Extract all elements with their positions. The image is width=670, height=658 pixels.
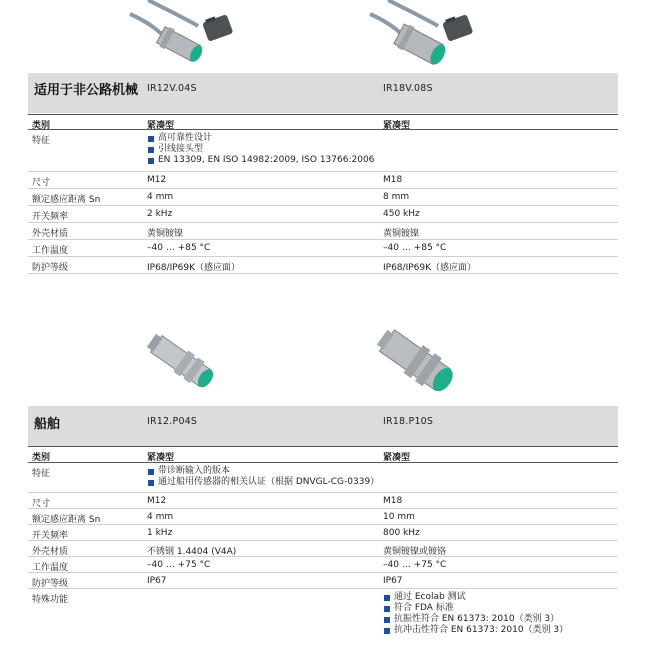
list-item: 高可靠性设计 bbox=[147, 133, 374, 144]
table-row: 工作温度 –40 … +75 °C –40 … +75 °C bbox=[28, 557, 618, 573]
model-name: IR12V.04S bbox=[147, 83, 197, 94]
table-row: 类别 紧凑型 紧凑型 bbox=[28, 114, 618, 130]
spec-table-marine bbox=[28, 446, 618, 639]
section-header-marine bbox=[28, 406, 618, 446]
list-item: 引线接头型 bbox=[147, 144, 374, 155]
table-row: 开关频率 1 kHz 800 kHz bbox=[28, 525, 618, 541]
special-feature-list bbox=[383, 592, 568, 636]
list-item: 抗振性符合 EN 61373: 2010（类别 3） bbox=[383, 614, 568, 625]
table-row: 尺寸 M12 M18 bbox=[28, 493, 618, 509]
model-name: IR18.P10S bbox=[383, 416, 434, 427]
feature-list bbox=[147, 133, 374, 166]
model-name: IR12.P04S bbox=[147, 416, 198, 427]
table-row: 额定感应距离 Sn 4 mm 8 mm bbox=[28, 189, 618, 206]
sensor-image-ir18p bbox=[372, 322, 467, 404]
spec-table-offroad bbox=[28, 114, 618, 274]
table-row: 特征 带诊断输入的版本 通过船用传感器的相关认证（根据 DNVGL-CG-0339） bbox=[28, 463, 618, 493]
sensor-image-ir12p bbox=[140, 328, 230, 400]
section-title: 适用于非公路机械 bbox=[34, 83, 139, 98]
table-row: 防护等级 IP67 IP67 bbox=[28, 573, 618, 589]
sensor-image-ir12v bbox=[128, 0, 238, 70]
feature-list bbox=[147, 466, 379, 488]
table-row: 外壳材质 黄铜镀镍 黄铜镀镍 bbox=[28, 223, 618, 240]
model-name: IR18V.08S bbox=[383, 83, 433, 94]
list-item: 符合 FDA 标准 bbox=[383, 603, 568, 614]
table-row: 额定感应距离 Sn 4 mm 10 mm bbox=[28, 509, 618, 525]
list-item: EN 13309, EN ISO 14982:2009, ISO 13766:2006 bbox=[147, 155, 374, 166]
table-row: 工作温度 –40 … +85 °C –40 … +85 °C bbox=[28, 240, 618, 257]
list-item: 通过 Ecolab 测试 bbox=[383, 592, 568, 603]
list-item: 通过船用传感器的相关认证（根据 DNVGL-CG-0339） bbox=[147, 477, 379, 488]
table-row: 特殊功能 通过 Ecolab 测试 符合 FDA 标准 抗振性符合 EN 61373: 2010（类别 3） 抗冲击性符合 EN 61373: 2010（类别 3） bbox=[32, 592, 569, 635]
table-row: 类别 紧凑型 紧凑型 bbox=[28, 446, 618, 463]
table-row: 防护等级 IP68/IP69K（感应面） IP68/IP69K（感应面） bbox=[28, 257, 618, 274]
table-row: 外壳材质 不锈钢 1.4404 (V4A) 黄铜镀镍或镀铬 bbox=[28, 541, 618, 557]
table-row: 开关频率 2 kHz 450 kHz bbox=[28, 206, 618, 223]
table-row: 尺寸 M12 M18 bbox=[28, 172, 618, 189]
list-item: 带诊断输入的版本 bbox=[147, 466, 379, 477]
list-item: 抗冲击性符合 EN 61373: 2010（类别 3） bbox=[383, 625, 568, 636]
section-title: 船舶 bbox=[34, 417, 61, 432]
table-row: 特征 高可靠性设计 引线接头型 EN 13309, EN ISO 14982:2009, ISO 13766:2006 bbox=[28, 130, 618, 172]
section-header-offroad bbox=[28, 73, 618, 113]
sensor-image-ir18v bbox=[368, 0, 478, 70]
